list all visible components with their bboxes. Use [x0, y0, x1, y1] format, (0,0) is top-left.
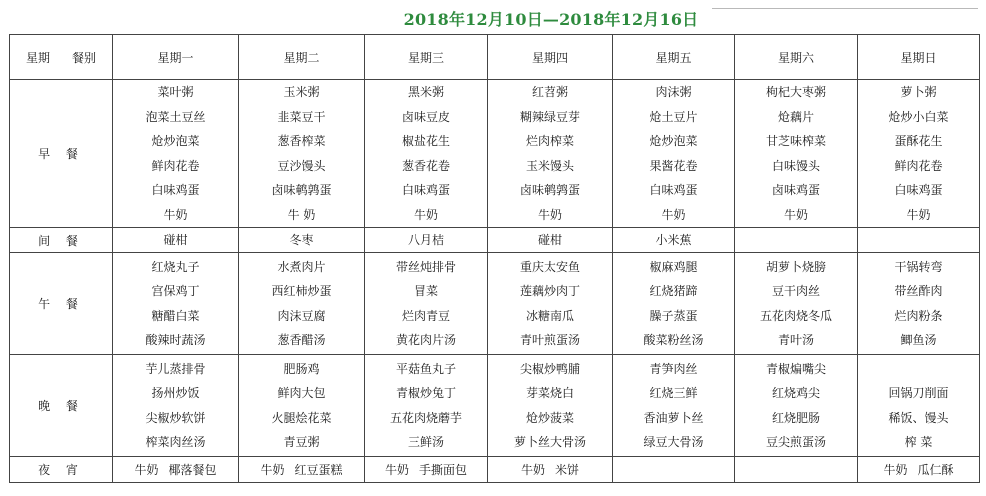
dish: 枸杞大枣粥: [765, 85, 826, 99]
breakfast-cell: [365, 80, 488, 228]
late-snack-cell: [488, 457, 613, 483]
breakfast-row: [10, 80, 980, 228]
late-snack-cell: [858, 457, 980, 483]
late-snack-cell: [365, 457, 488, 483]
dish: 带丝炖排骨: [395, 259, 456, 274]
page-title: 2018年12月10日—2018年12月16日: [403, 10, 699, 29]
dish: 红豆蛋糕: [294, 463, 343, 477]
dish: 白味鸡蛋: [151, 183, 200, 197]
snack-cell: 碰柑: [113, 228, 239, 253]
dish: 甘芝味榨菜: [765, 134, 826, 148]
dish: 火腿烩花菜: [271, 410, 332, 425]
breakfast-cell: [488, 80, 613, 228]
dish: 香油萝卜丝: [643, 410, 704, 425]
dish: 炝炒泡菜: [151, 134, 200, 148]
breakfast-cell: [613, 80, 735, 228]
dish: 五花肉烧蘑芋: [389, 410, 462, 425]
dish: 椰落餐包: [168, 463, 217, 477]
dish: 青叶汤: [777, 333, 814, 347]
corner-meal-label: 餐别: [72, 50, 97, 65]
snack-cell: 冬枣: [239, 228, 365, 253]
lunch-label: 午 餐: [10, 253, 113, 355]
dish: 胡萝卜烧膀: [765, 259, 826, 274]
dish: 炝藕片: [777, 109, 814, 124]
dish: 肥肠鸡: [283, 361, 320, 376]
breakfast-label: 早 餐: [10, 80, 113, 228]
snack-cell: 碰柑: [488, 228, 613, 253]
weekly-menu-table: [9, 34, 980, 483]
dish: 干锅转弯: [894, 259, 943, 274]
dish: 榨 菜: [904, 435, 933, 449]
dish: 烂肉榨菜: [525, 134, 574, 148]
dish: 豆沙馒头: [277, 158, 326, 173]
dish: 炝炒小白菜: [888, 109, 949, 124]
dish: 米饼: [555, 463, 580, 477]
dish: 炝土豆片: [649, 109, 698, 124]
dish: 肉沫粥: [655, 85, 692, 99]
lunch-cell: [113, 253, 239, 355]
dish: 白味馒头: [771, 158, 820, 173]
breakfast-cell: [113, 80, 239, 228]
dish: 尖椒炒鸭脯: [519, 361, 580, 376]
title-bar: [0, 0, 986, 34]
dish: 青叶煎蛋汤: [519, 333, 580, 347]
dish: 菜叶粥: [157, 85, 194, 99]
late-snack-cell: [239, 457, 365, 483]
dish: 白味鸡蛋: [649, 183, 698, 197]
dish: 炝炒菠菜: [525, 410, 574, 425]
dish: 椒麻鸡腿: [649, 259, 698, 274]
day-header: 星期四: [488, 35, 613, 80]
dish: 卤味豆皮: [401, 109, 450, 124]
dish: 葱香榨菜: [277, 134, 326, 148]
dish: 三鲜汤: [407, 435, 444, 449]
dish: 牛奶: [783, 207, 808, 222]
header-row: [10, 35, 980, 80]
dish: 牛奶: [163, 207, 188, 222]
dish: 回锅刀削面: [888, 386, 949, 400]
dish: 红烧肥肠: [771, 410, 820, 425]
dish: 鲜肉花卷: [894, 158, 943, 173]
dish: 鲜肉花卷: [151, 158, 200, 173]
dish: 椒盐花生: [401, 134, 450, 148]
dish: 韭菜豆干: [277, 109, 326, 124]
breakfast-cell: [239, 80, 365, 228]
late-snack-row: [10, 457, 980, 483]
dinner-cell: [735, 355, 858, 457]
dish: 平菇鱼丸子: [395, 361, 456, 376]
lunch-cell: [365, 253, 488, 355]
corner-day-label: 星期: [25, 50, 50, 65]
snack-cell: [735, 228, 858, 253]
dinner-cell: [239, 355, 365, 457]
dinner-row: [10, 355, 980, 457]
corner-header-cell: [10, 35, 113, 80]
dish: 鲜肉大包: [277, 386, 326, 400]
dish: 白味鸡蛋: [894, 183, 943, 197]
late-snack-label: 夜 宵: [10, 457, 113, 483]
dish: 黄花肉片汤: [395, 333, 456, 347]
dish: 卤味鹌鹑蛋: [271, 183, 332, 197]
dish: 芋儿蒸排骨: [145, 361, 206, 376]
snack-label: 间 餐: [10, 228, 113, 253]
dinner-label: 晚 餐: [10, 355, 113, 457]
dish: 牛奶: [906, 207, 931, 222]
dish: 牛奶: [384, 463, 409, 477]
dish: 红烧猪蹄: [649, 284, 698, 298]
day-header: 星期日: [858, 35, 980, 80]
day-header: 星期一: [113, 35, 239, 80]
dish: 红烧三鲜: [649, 386, 698, 400]
dish: 肉沫豆腐: [277, 308, 326, 323]
dish: 豆干肉丝: [771, 284, 820, 298]
dish: 牛 奶: [287, 207, 316, 222]
lunch-cell: [488, 253, 613, 355]
lunch-cell: [858, 253, 980, 355]
dish: 豆尖煎蛋汤: [765, 435, 826, 449]
dish: 水煮肉片: [277, 259, 326, 274]
dinner-cell: [365, 355, 488, 457]
dish: 烂肉粉条: [894, 308, 943, 323]
dish: 芽菜烧白: [525, 386, 574, 400]
dish: 酸菜粉丝汤: [643, 333, 704, 347]
dish: 牛奶: [520, 463, 545, 477]
dish: 糊辣绿豆芽: [519, 109, 580, 124]
dish: 蛋酥花生: [894, 134, 943, 148]
dish: 葱香醋汤: [277, 333, 326, 347]
dinner-cell: [113, 355, 239, 457]
breakfast-cell: [735, 80, 858, 228]
dish: 宫保鸡丁: [151, 284, 200, 298]
dish: 冒菜: [413, 284, 438, 298]
dish: 牛奶: [883, 463, 908, 477]
dish: 臊子蒸蛋: [649, 308, 698, 323]
dish: 果酱花卷: [649, 158, 698, 173]
dish: 牛奶: [260, 463, 285, 477]
lunch-row: [10, 253, 980, 355]
dish: 绿豆大骨汤: [643, 435, 704, 449]
dish: 萝卜粥: [900, 85, 937, 99]
dish: 五花肉烧冬瓜: [759, 308, 832, 323]
dish: 西红柿炒蛋: [271, 284, 332, 298]
dish: 白味鸡蛋: [401, 183, 450, 197]
dinner-cell: [858, 355, 980, 457]
lunch-cell: [735, 253, 858, 355]
dish: 尖椒炒软饼: [145, 410, 206, 425]
dish: 卤味鸡蛋: [771, 183, 820, 197]
dish: 鲫鱼汤: [900, 333, 937, 347]
dish: 葱香花卷: [401, 158, 450, 173]
late-snack-cell: [735, 457, 858, 483]
dish: 瓜仁酥: [917, 463, 954, 477]
dish: 青豆粥: [283, 435, 320, 449]
dish: 红烧丸子: [151, 259, 200, 274]
day-header: 星期五: [613, 35, 735, 80]
dish: 莲藕炒肉丁: [519, 284, 580, 298]
dish: 酸辣时蔬汤: [145, 333, 206, 347]
dish: 红烧鸡尖: [771, 386, 820, 400]
dish: 牛奶: [661, 207, 686, 222]
dish: 烂肉青豆: [401, 308, 450, 323]
dish: [858, 357, 979, 382]
dish: 青笋肉丝: [649, 361, 698, 376]
dish: 扬州炒饭: [151, 386, 200, 400]
dish: 重庆太安鱼: [519, 259, 580, 274]
snack-row: [10, 228, 980, 253]
late-snack-cell: [113, 457, 239, 483]
dish: 玉米馒头: [525, 158, 574, 173]
dish: 牛奶: [134, 463, 159, 477]
dish: 牛奶: [537, 207, 562, 222]
lunch-cell: [239, 253, 365, 355]
dinner-cell: [488, 355, 613, 457]
lunch-cell: [613, 253, 735, 355]
dish: 卤味鹌鹑蛋: [519, 183, 580, 197]
dish: 玉米粥: [283, 85, 320, 99]
dish: 萝卜丝大骨汤: [513, 435, 586, 449]
title-divider: [712, 8, 978, 9]
dish: 炝炒泡菜: [649, 134, 698, 148]
dish: 牛奶: [413, 207, 438, 222]
day-header: 星期二: [239, 35, 365, 80]
dish: 泡菜土豆丝: [145, 109, 206, 124]
day-header: 星期三: [365, 35, 488, 80]
dish: 青椒炒兔丁: [395, 386, 456, 400]
dish: 冰糖南瓜: [525, 308, 574, 323]
late-snack-cell: [613, 457, 735, 483]
dinner-cell: [613, 355, 735, 457]
snack-cell: [858, 228, 980, 253]
day-header: 星期六: [735, 35, 858, 80]
dish: 榨菜肉丝汤: [145, 435, 206, 449]
dish: 黑米粥: [407, 85, 444, 99]
dish: 带丝酢肉: [894, 284, 943, 298]
snack-cell: 小米蕉: [613, 228, 735, 253]
dish: 红苕粥: [531, 85, 568, 99]
dish: 稀饭、馒头: [888, 410, 949, 425]
snack-cell: 八月桔: [365, 228, 488, 253]
dish: 糖醋白菜: [151, 308, 200, 323]
dish: 手撕面包: [419, 463, 468, 477]
dish: 青椒煸嘴尖: [765, 361, 826, 376]
breakfast-cell: [858, 80, 980, 228]
